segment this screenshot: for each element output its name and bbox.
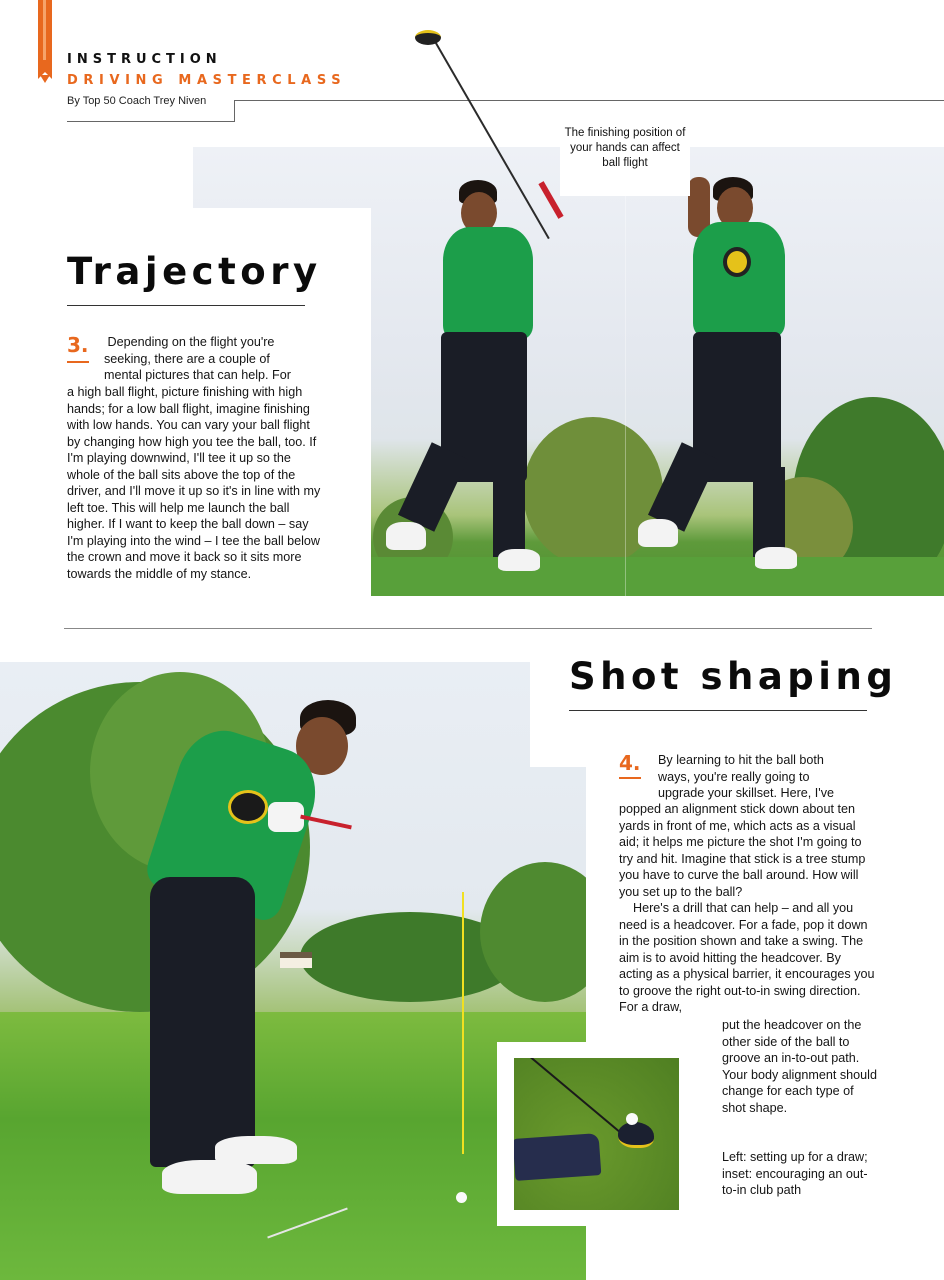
alignment-stick [462, 892, 464, 1154]
series-title: DRIVING MASTERCLASS [67, 73, 347, 88]
golfer-shoe [638, 519, 678, 547]
triangle-marker-icon [40, 75, 50, 83]
golfer-shirt [443, 227, 533, 339]
driver-head-icon [415, 30, 441, 45]
lead-line: seeking, there are a couple of [104, 351, 270, 366]
tip-number-underline [619, 777, 641, 779]
inset-photo [514, 1058, 679, 1210]
golfer-shoe [215, 1136, 297, 1164]
golf-ball [626, 1113, 638, 1125]
section-heading-shot-shaping: Shot shaping [569, 655, 898, 698]
lead-line: mental pictures that can help. For [104, 368, 291, 382]
golfer-shoe [162, 1160, 257, 1194]
tip-number-underline [67, 361, 89, 363]
tip-body: popped an alignment stick down about ten yards in front of me, which acts as a visual aid; it helps me picture the shot I'm going to try and hit. Imagine that stick is a tree stump you have to curve the ball around. How will you set up to the ball? [619, 802, 866, 899]
golfer-shoe [498, 549, 540, 571]
driver-head [723, 247, 751, 277]
bookmark-ribbon-icon [38, 0, 52, 72]
golfer-leg [493, 467, 525, 557]
byline-rule-step [234, 100, 235, 122]
golfer-shoe [386, 522, 426, 550]
photo-split [625, 147, 626, 596]
tip-lead [104, 334, 324, 384]
photo-caption: Left: setting up for a draw; inset: encouraging an out-to-in club path [722, 1150, 868, 1197]
golf-ball [456, 1192, 467, 1203]
driver-head [228, 790, 268, 824]
driver-head [618, 1122, 654, 1148]
heading-underline [67, 305, 305, 306]
glove [268, 802, 304, 832]
golfer-shoe [755, 547, 797, 569]
tip-body: a high ball flight, picture finishing with high hands; for a low ball flight, imagine finishing with low hands. You can vary your ball flight by changing how high you tee the ball, too. If I'm playing downwind, I'll tee it up so the whole of the ball sits above the top of the driver, and I'll move it up so it's in line with my left toe. This will help me launch the ball higher. If I want to keep the ball down – say I'm playing into the wind – I tee the ball below the crown and move it back so it sits more towards the middle of my stance. [67, 385, 321, 581]
lead-line: Depending on the flight you're [104, 335, 275, 349]
section-heading-trajectory: Trajectory [67, 250, 322, 293]
clubhouse [280, 952, 312, 968]
lead-line: By learning to hit the ball both [658, 753, 824, 767]
lead-line: upgrade your skillset. Here, I've [658, 786, 834, 800]
tip-lead [658, 752, 878, 802]
golfer-leg [398, 442, 468, 531]
heading-underline [569, 710, 867, 711]
tip-body-drill: Here's a drill that can help – and all you need is a headcover. For a fade, pop it down in the position shown and take a swing. The aim is to avoid hitting the headcover. By acting as a physical barrier, it encourages you to groove the right out-to-in swing direction. For a draw, [619, 901, 875, 1014]
lead-line: ways, you're really going to [658, 769, 810, 784]
tip-body-drill-cont: put the headcover on the other side of the ball to groove an in-to-out path. Your body alignment should change for each type of shot shape. [722, 1018, 877, 1115]
golfer-shirt [693, 222, 785, 337]
headcover [514, 1133, 601, 1181]
byline-rule [67, 121, 235, 122]
club-shaft [530, 1058, 631, 1142]
byline: By Top 50 Coach Trey Niven [67, 95, 207, 107]
section-divider [64, 628, 872, 629]
golfer-leg [753, 467, 785, 557]
tip-number: 4. [619, 751, 641, 775]
header-rule [234, 100, 944, 101]
tip-number: 3. [67, 333, 89, 357]
section-kicker: INSTRUCTION [67, 52, 222, 67]
golfer-pants [150, 877, 255, 1167]
photo-caption: The finishing position of your hands can affect ball flight [560, 120, 690, 196]
